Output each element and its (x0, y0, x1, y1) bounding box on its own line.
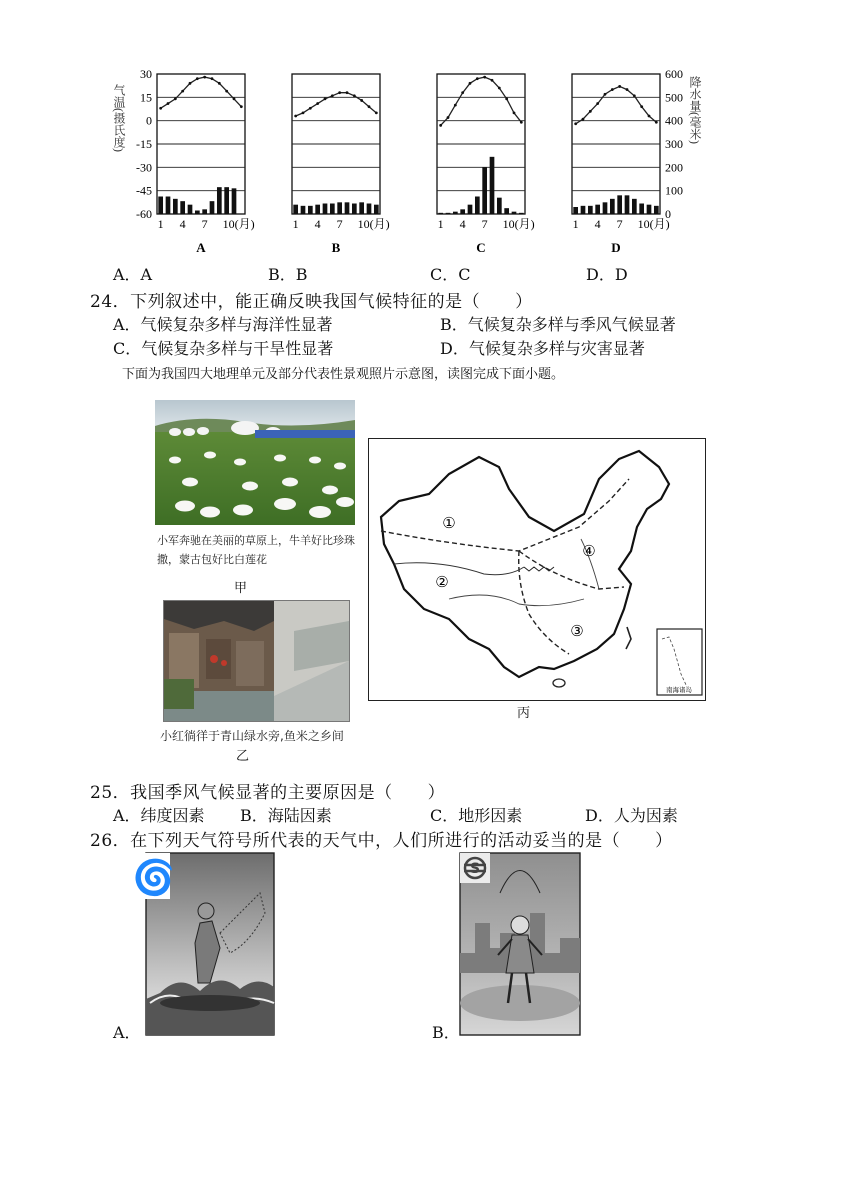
temperature-point (240, 105, 243, 108)
precipitation-bar (460, 209, 465, 214)
precipitation-bar (595, 205, 600, 214)
q26-option-b[interactable]: B． (432, 1023, 460, 1042)
precipitation-bar (603, 202, 608, 214)
precipitation-axis-label: 降水量(毫米) (688, 76, 702, 144)
month-tick-label: 10(月) (222, 217, 255, 231)
climate-chart-a (157, 74, 255, 255)
precipitation-tick-label: 200 (665, 160, 683, 175)
water-town-photo (164, 601, 349, 721)
month-tick-label: 4 (179, 217, 186, 231)
month-tick-label: 1 (572, 217, 579, 231)
q23-option-b[interactable]: B．B (268, 265, 308, 284)
temperature-tick-label: 0 (146, 113, 152, 128)
precipitation-bar (475, 197, 480, 215)
temperature-point (483, 76, 486, 79)
temperature-point (225, 90, 228, 93)
month-tick-label: 4 (594, 217, 601, 231)
precipitation-bar (625, 195, 630, 214)
precipitation-bar (301, 206, 306, 214)
sandstorm-jumprope-illustration (460, 853, 580, 1035)
temperature-point (476, 77, 479, 80)
precipitation-bar (581, 206, 586, 214)
temperature-point (331, 94, 334, 97)
precipitation-bar (504, 208, 509, 214)
precipitation-bar (195, 211, 200, 215)
precipitation-bar (573, 207, 578, 214)
month-tick-label: 4 (314, 217, 321, 231)
temperature-point (520, 121, 523, 124)
temperature-point (611, 88, 614, 91)
temperature-point (640, 105, 643, 108)
temperature-point (233, 97, 236, 100)
precipitation-bar (202, 209, 207, 214)
temperature-point (461, 91, 464, 94)
precipitation-tick-label: 100 (665, 183, 683, 198)
precipitation-bar (217, 187, 222, 214)
precipitation-bar (293, 205, 298, 214)
precipitation-bar (497, 198, 502, 214)
photo-yi (163, 600, 350, 722)
precipitation-bar (367, 204, 372, 215)
south-sea-inset-label: 南海诸岛 (666, 686, 692, 694)
temperature-point (626, 88, 629, 91)
month-tick-label: 7 (336, 217, 343, 231)
precipitation-bar (446, 213, 451, 214)
temperature-point (454, 104, 457, 107)
month-tick-label: 1 (292, 217, 299, 231)
precipitation-bar (512, 212, 517, 214)
map-region-3: ③ (570, 622, 584, 640)
section-intro: 下面为我国四大地理单元及部分代表性景观照片示意图，读图完成下面小题。 (122, 367, 565, 382)
precipitation-bar (632, 199, 637, 214)
grassland-photo (155, 400, 355, 525)
precipitation-bar (617, 195, 622, 214)
month-tick-label: 10(月) (357, 217, 390, 231)
temperature-point (203, 76, 206, 79)
temperature-point (513, 111, 516, 114)
precipitation-bar (337, 202, 342, 214)
precipitation-bar (468, 205, 473, 214)
temperature-point (505, 97, 508, 100)
month-tick-label: 7 (201, 217, 208, 231)
q23-option-a[interactable]: A．A (113, 265, 153, 284)
precipitation-bar (166, 197, 171, 215)
map-label: 丙 (517, 706, 531, 721)
temperature-point (491, 79, 494, 82)
temperature-line (161, 77, 242, 108)
temperature-point (596, 102, 599, 105)
temperature-tick-label: -30 (136, 160, 152, 175)
temperature-point (174, 97, 177, 100)
photo-jia-caption: 小军奔驰在美丽的草原上，牛羊好比珍珠撒，蒙古包好比白莲花 (157, 534, 355, 566)
temperature-point (469, 82, 472, 85)
precipitation-bar (453, 212, 458, 214)
temperature-point (655, 121, 658, 124)
temperature-point (582, 118, 585, 121)
q26-image-a[interactable] (132, 853, 274, 1035)
q26-image-b[interactable] (460, 853, 580, 1035)
photo-yi-caption: 小红徜徉于青山绿水旁,鱼米之乡间 (160, 729, 344, 743)
precipitation-bar (158, 197, 163, 215)
month-tick-label: 4 (459, 217, 466, 231)
q24-option-d[interactable]: D．气候复杂多样与灾害显著 (440, 339, 645, 358)
q25-stem: 25．我国季风气候显著的主要原因是（ ） (90, 783, 446, 803)
climate-chart-b (292, 74, 390, 255)
temperature-point (648, 115, 651, 118)
month-tick-label: 1 (437, 217, 444, 231)
temperature-point (618, 85, 621, 88)
climate-charts-svg (105, 62, 702, 262)
temperature-point (439, 124, 442, 127)
photo-jia-label: 甲 (234, 581, 248, 596)
temperature-tick-label: 30 (140, 67, 152, 81)
precipitation-bar (224, 187, 229, 214)
precipitation-bar (490, 157, 495, 214)
precipitation-tick-label: 300 (665, 137, 683, 151)
chart-title: B (331, 240, 341, 255)
temperature-point (309, 107, 312, 110)
precipitation-bar (330, 204, 335, 215)
temperature-line (296, 93, 377, 116)
temperature-point (353, 94, 356, 97)
temperature-tick-label: -15 (136, 137, 152, 151)
typhoon-fishing-illustration (132, 853, 274, 1035)
china-map-svg (369, 439, 705, 700)
precipitation-tick-label: 500 (665, 90, 683, 105)
precipitation-bar (639, 204, 644, 215)
climate-chart-c (437, 74, 535, 255)
precipitation-tick-label: 600 (665, 67, 683, 81)
temperature-point (589, 110, 592, 113)
temperature-point (218, 82, 221, 85)
q23-option-c[interactable]: C．C (430, 265, 471, 284)
q24-option-c[interactable]: C．气候复杂多样与干旱性显著 (113, 339, 334, 358)
month-tick-label: 10(月) (502, 217, 535, 231)
precipitation-bar (308, 206, 313, 214)
climate-chart-d (572, 74, 670, 255)
temperature-tick-label: 15 (140, 90, 152, 105)
temperature-line (576, 86, 657, 123)
map-region-4: ④ (582, 542, 596, 560)
svg-text:🌀: 🌀 (132, 858, 176, 898)
temperature-point (159, 107, 162, 110)
precipitation-bar (352, 204, 357, 215)
chart-title: D (611, 240, 621, 255)
precipitation-bar (323, 204, 328, 215)
svg-text:S: S (469, 861, 481, 877)
temperature-axis-label: 气温(摄氏度) (112, 84, 126, 152)
temperature-point (633, 94, 636, 97)
temperature-point (302, 111, 305, 114)
precipitation-bar (188, 205, 193, 214)
precipitation-bar (345, 202, 350, 214)
q24-option-b[interactable]: B．气候复杂多样与季风气候显著 (440, 315, 676, 334)
precipitation-tick-label: 400 (665, 113, 683, 128)
chart-title: A (196, 240, 206, 255)
temperature-point (346, 91, 349, 94)
chart-title: C (476, 240, 486, 255)
q25-option-d[interactable]: D．人为因素 (585, 806, 678, 825)
precipitation-bar (438, 213, 443, 214)
temperature-point (375, 111, 378, 114)
temperature-point (338, 91, 341, 94)
q23-option-d[interactable]: D．D (586, 265, 628, 284)
temperature-line (441, 77, 522, 125)
precipitation-bar (232, 188, 237, 214)
precipitation-bar (374, 205, 379, 214)
month-tick-label: 7 (481, 217, 488, 231)
q24-stem: 24．下列叙述中，能正确反映我国气候特征的是（ ） (90, 292, 533, 312)
precipitation-bar (519, 213, 524, 214)
q25-option-c[interactable]: C．地形因素 (430, 806, 523, 825)
q26-stem: 26．在下列天气符号所代表的天气中，人们所进行的活动妥当的是（ ） (90, 831, 673, 851)
precipitation-bar (482, 167, 487, 214)
map-region-1: ① (442, 514, 456, 532)
precipitation-bar (647, 205, 652, 214)
temperature-point (447, 116, 450, 119)
temperature-point (604, 93, 607, 96)
temperature-tick-label: -60 (136, 207, 152, 221)
typhoon-icon (133, 857, 175, 898)
temperature-point (324, 97, 327, 100)
temperature-tick-label: -45 (136, 183, 152, 198)
precipitation-bar (180, 201, 185, 214)
precipitation-bar (588, 206, 593, 214)
q26-option-a[interactable]: A． (113, 1023, 141, 1042)
precipitation-bar (610, 199, 615, 214)
temperature-point (316, 102, 319, 105)
temperature-point (196, 77, 199, 80)
china-outline (381, 451, 669, 677)
precipitation-bar (315, 205, 320, 214)
temperature-point (574, 122, 577, 125)
q24-option-a[interactable]: A．气候复杂多样与海洋性显著 (113, 315, 333, 334)
temperature-point (360, 99, 363, 102)
month-tick-label: 7 (616, 217, 623, 231)
precipitation-bar (173, 199, 178, 214)
photo-yi-label: 乙 (236, 749, 250, 764)
climate-charts-row (105, 62, 702, 262)
temperature-point (498, 87, 501, 90)
china-map (368, 438, 706, 701)
temperature-point (167, 102, 170, 105)
temperature-point (211, 77, 214, 80)
temperature-point (368, 105, 371, 108)
precipitation-tick-label: 0 (665, 207, 671, 221)
photo-jia (155, 400, 355, 525)
map-region-2: ② (435, 573, 449, 591)
q25-option-b[interactable]: B．海陆因素 (240, 806, 332, 825)
q25-option-a[interactable]: A．纬度因素 (113, 806, 205, 825)
precipitation-bar (654, 206, 659, 214)
temperature-point (181, 90, 184, 93)
temperature-point (294, 115, 297, 118)
temperature-point (189, 82, 192, 85)
precipitation-bar (210, 201, 215, 214)
precipitation-bar (359, 202, 364, 214)
month-tick-label: 10(月) (637, 217, 670, 231)
month-tick-label: 1 (157, 217, 164, 231)
